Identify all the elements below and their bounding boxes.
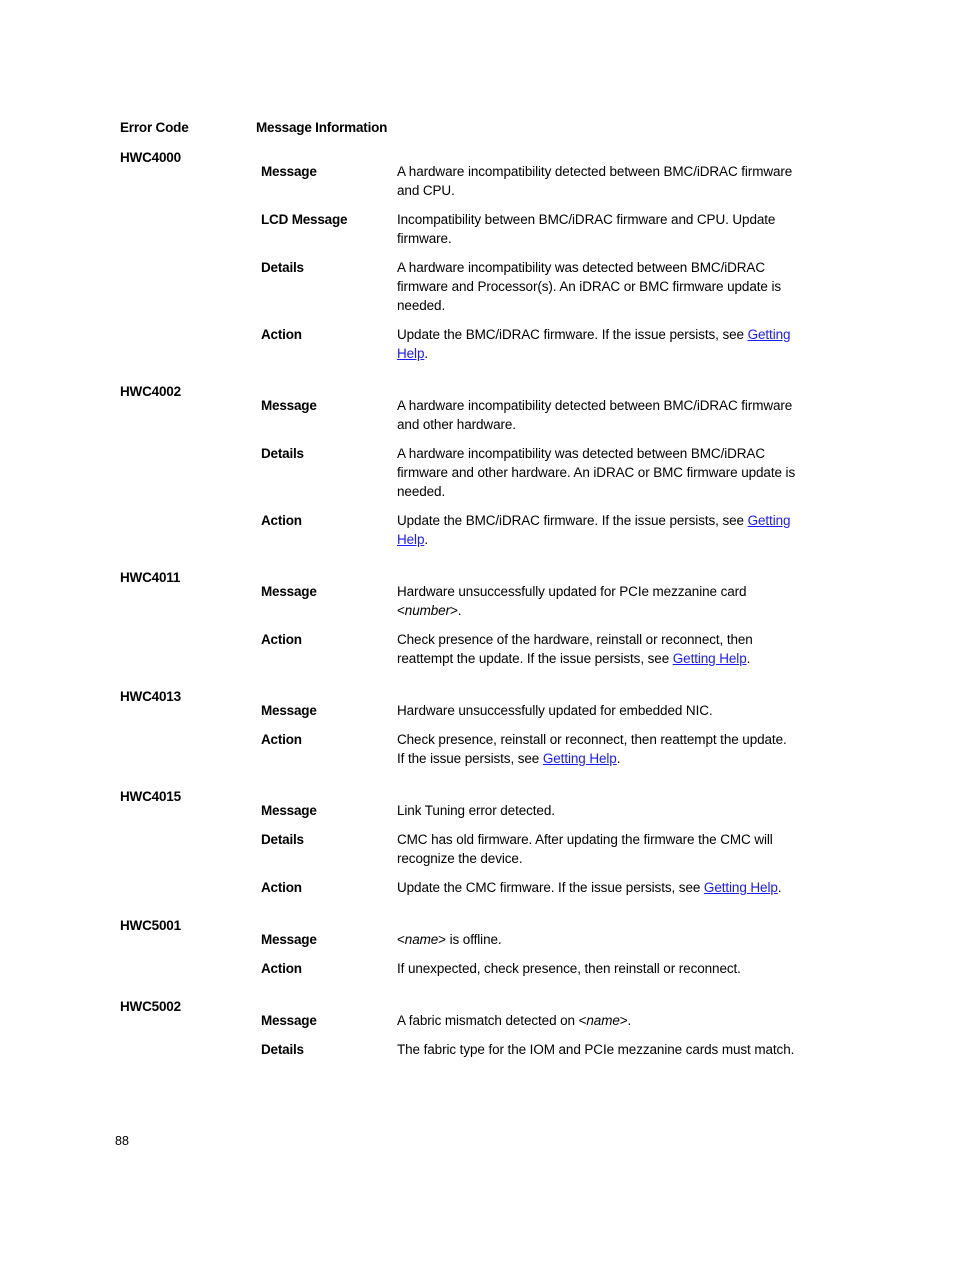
info-text [397,444,797,501]
info-text-suffix: . [424,346,429,361]
placeholder-variable: number [404,603,450,618]
info-text-main: Check presence of the hardware, reinstall or reconnect, then reattempt the update. If the issue persists, see [397,632,753,666]
info-label: Details [261,1042,304,1057]
info-row [261,930,800,949]
info-text [397,325,797,363]
message-information [261,801,800,897]
info-row [261,1011,800,1030]
info-text-main: Check presence, reinstall or reconnect, then reattempt the update. If the issue persists, see [397,732,787,766]
info-label: Action [261,327,302,342]
info-label: Action [261,880,302,895]
info-label: Message [261,1013,317,1028]
info-label: Message [261,164,317,179]
info-text [397,959,797,978]
info-text-suffix: . [616,751,621,766]
info-text-main: A hardware incompatibility detected between BMC/iDRAC firmware and other hardware. [397,398,793,432]
info-text [397,701,797,720]
info-label: Details [261,832,304,847]
info-text [397,878,797,897]
info-text-main: A fabric mismatch detected on < [397,1013,587,1028]
info-label: LCD Message [261,212,348,227]
getting-help-link[interactable]: Getting Help [542,751,617,766]
info-text [397,162,797,200]
getting-help-link[interactable]: Getting Help [397,327,791,361]
column-header-message-information: Message Information [256,120,388,135]
info-row [261,801,800,820]
error-code: HWC4000 [120,150,181,165]
info-text-main: Hardware unsuccessfully updated for embedded NIC. [397,703,713,718]
info-text [397,730,797,768]
message-information [261,1011,800,1059]
info-row [261,325,800,363]
info-row [261,878,800,897]
info-text [397,1011,797,1030]
info-label: Details [261,260,304,275]
info-text-main: Update the BMC/iDRAC firmware. If the issue persists, see [397,513,748,528]
info-text-main: Update the CMC firmware. If the issue persists, see [397,880,704,895]
info-text [397,830,797,868]
error-code: HWC4011 [120,570,181,585]
info-text [397,801,797,820]
info-text-main: Incompatibility between BMC/iDRAC firmware and CPU. Update firmware. [397,212,776,246]
getting-help-link[interactable]: Getting Help [397,513,791,547]
info-text-main: The fabric type for the IOM and PCIe mezzanine cards must match. [397,1042,795,1057]
error-code-list [120,149,800,1079]
info-label: Action [261,513,302,528]
info-text-main: A hardware incompatibility was detected between BMC/iDRAC firmware and Processor(s). An iDRAC or BMC firmware update is needed. [397,260,782,313]
message-information [261,930,800,978]
info-text-suffix: . [746,651,751,666]
info-row [261,730,800,768]
getting-help-link[interactable]: Getting Help [703,880,778,895]
info-label: Message [261,932,317,947]
info-row [261,582,800,620]
info-text-main: CMC has old firmware. After updating the firmware the CMC will recognize the device. [397,832,773,866]
error-entry [120,569,800,668]
error-entry [120,688,800,768]
info-text [397,511,797,549]
error-code: HWC4015 [120,789,181,804]
info-text [397,1040,797,1059]
info-row [261,830,800,868]
info-text-main: Link Tuning error detected. [397,803,555,818]
info-text [397,930,797,949]
info-text-main: A hardware incompatibility was detected between BMC/iDRAC firmware and other hardware. An iDRAC or BMC firmware update is needed. [397,446,796,499]
info-label: Action [261,961,302,976]
message-information [261,701,800,768]
info-text-suffix: . [424,532,429,547]
info-row [261,210,800,248]
info-row [261,396,800,434]
info-row [261,258,800,315]
info-text-suffix: >. [619,1013,632,1028]
getting-help-link[interactable]: Getting Help [672,651,747,666]
info-text-suffix: . [777,880,782,895]
message-information [261,396,800,549]
message-information [261,582,800,668]
error-entry [120,998,800,1059]
info-text-main: Update the BMC/iDRAC firmware. If the issue persists, see [397,327,748,342]
info-text-main: Hardware unsuccessfully updated for PCIe mezzanine card < [397,584,747,618]
error-entry [120,383,800,549]
column-header-error-code: Error Code [120,120,189,135]
info-text [397,582,797,620]
info-row [261,511,800,549]
message-information [261,162,800,363]
info-text [397,396,797,434]
info-text [397,258,797,315]
info-row [261,959,800,978]
info-text [397,210,797,248]
info-row [261,444,800,501]
error-code: HWC5001 [120,918,181,933]
info-text-suffix: > is offline. [438,932,502,947]
info-row [261,1040,800,1059]
info-label: Message [261,703,317,718]
info-row [261,162,800,200]
error-code: HWC5002 [120,999,181,1014]
info-text-suffix: >. [449,603,462,618]
error-code: HWC4002 [120,384,181,399]
info-label: Action [261,732,302,747]
info-label: Action [261,632,302,647]
info-label: Message [261,584,317,599]
placeholder-variable: name [586,1013,620,1028]
info-row [261,630,800,668]
info-label: Details [261,446,304,461]
info-text-main: A hardware incompatibility detected between BMC/iDRAC firmware and CPU. [397,164,793,198]
info-row [261,701,800,720]
info-label: Message [261,803,317,818]
error-code: HWC4013 [120,689,181,704]
page-number: 88 [115,1134,129,1148]
info-text-main: If unexpected, check presence, then reinstall or reconnect. [397,961,741,976]
info-label: Message [261,398,317,413]
info-text-main: < [397,932,405,947]
error-entry [120,788,800,897]
error-entry [120,149,800,363]
placeholder-variable: name [404,932,439,947]
error-entry [120,917,800,978]
info-text [397,630,797,668]
